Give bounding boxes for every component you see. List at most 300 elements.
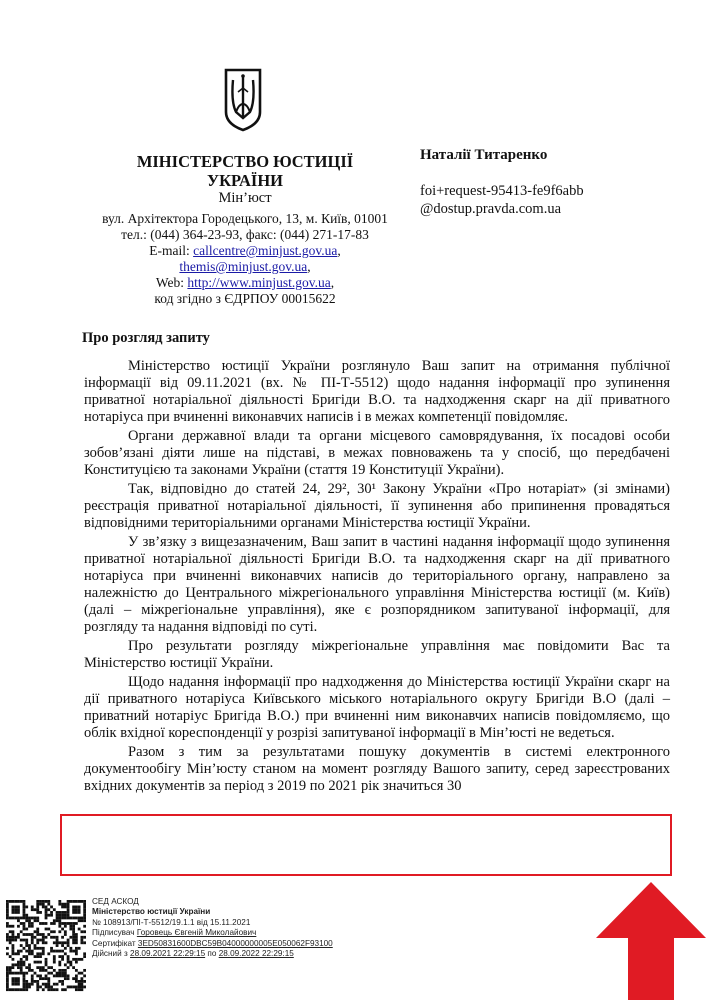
stamp-valid-from: 28.09.2021 22:29:15 bbox=[130, 949, 206, 959]
qr-module bbox=[36, 986, 39, 989]
qr-module bbox=[6, 988, 9, 991]
qr-module bbox=[36, 917, 39, 920]
qr-module bbox=[83, 936, 86, 939]
qr-module bbox=[12, 958, 15, 961]
qr-module bbox=[23, 939, 26, 942]
qr-module bbox=[67, 958, 70, 961]
qr-module bbox=[6, 903, 9, 906]
qr-module bbox=[83, 919, 86, 922]
qr-module bbox=[20, 966, 23, 969]
qr-module bbox=[23, 928, 26, 931]
signature-stamp bbox=[92, 897, 422, 959]
qr-module bbox=[9, 936, 12, 939]
qr-module bbox=[53, 941, 56, 944]
qr-module bbox=[12, 936, 15, 939]
qr-module bbox=[17, 983, 20, 986]
qr-module bbox=[36, 947, 39, 950]
qr-module bbox=[69, 936, 72, 939]
qr-module bbox=[31, 917, 34, 920]
qr-module bbox=[64, 914, 67, 917]
qr-module bbox=[39, 952, 42, 955]
qr-module bbox=[45, 969, 48, 972]
qr-module bbox=[53, 908, 56, 911]
qr-module bbox=[12, 933, 15, 936]
qr-module bbox=[58, 955, 61, 958]
qr-module bbox=[12, 930, 15, 933]
qr-module bbox=[58, 969, 61, 972]
qr-module bbox=[6, 900, 9, 903]
qr-module bbox=[6, 972, 9, 975]
qr-module bbox=[39, 955, 42, 958]
body-paragraph-4: У зв’язку з вищезазначеним, Ваш запит в частині надання інформації щодо зупинення приватної нотаріальної діяльності Бригіди В.О. та надходження скарг на дії приватного нотаріуса при вчиненні виконавчих написів до територіального органу, направлено за належністю до Центрального міжрегіонального управління Міністерства юстиції (м. Київ) (далі – міжрегіональне управління), яке є розпорядником запитуваної інформації, для розгляду та надання відповіді по суті. bbox=[84, 534, 670, 635]
qr-module bbox=[23, 972, 26, 975]
qr-module bbox=[14, 952, 17, 955]
qr-module bbox=[47, 988, 50, 991]
qr-module bbox=[50, 947, 53, 950]
qr-module bbox=[6, 914, 9, 917]
qr-module bbox=[58, 900, 61, 903]
qr-module bbox=[23, 961, 26, 964]
qr-module bbox=[45, 914, 48, 917]
ministry-email-line: E-mail: callcentre@minjust.gov.ua, bbox=[149, 243, 341, 258]
ministry-email-line2: themis@minjust.gov.ua, bbox=[179, 259, 311, 274]
body-paragraph-5: Про результати розгляду міжрегіональне управління має повідомити Вас та Міністерство юстиції України. bbox=[84, 638, 670, 671]
qr-module bbox=[36, 919, 39, 922]
qr-module bbox=[25, 906, 28, 909]
qr-module bbox=[67, 908, 70, 911]
qr-module bbox=[64, 917, 67, 920]
qr-module bbox=[64, 930, 67, 933]
qr-module bbox=[56, 917, 59, 920]
qr-module bbox=[42, 936, 45, 939]
qr-module bbox=[28, 983, 31, 986]
qr-module bbox=[72, 917, 75, 920]
qr-module bbox=[12, 939, 15, 942]
qr-module bbox=[50, 972, 53, 975]
qr-module bbox=[80, 958, 83, 961]
qr-module bbox=[12, 944, 15, 947]
qr-module bbox=[20, 930, 23, 933]
ministry-web-line: Web: http://www.minjust.gov.ua, bbox=[155, 275, 335, 290]
qr-module bbox=[6, 977, 9, 980]
qr-module bbox=[61, 906, 64, 909]
qr-module bbox=[42, 947, 45, 950]
qr-module bbox=[17, 963, 20, 966]
qr-module bbox=[6, 966, 9, 969]
qr-module bbox=[45, 928, 48, 931]
qr-module bbox=[83, 906, 86, 909]
qr-module bbox=[61, 903, 64, 906]
qr-module bbox=[36, 974, 39, 977]
qr-module bbox=[45, 906, 48, 909]
qr-module bbox=[78, 972, 81, 975]
qr-module bbox=[25, 983, 28, 986]
qr-module bbox=[61, 922, 64, 925]
qr-module bbox=[78, 947, 81, 950]
qr-module bbox=[64, 988, 67, 991]
qr-module bbox=[75, 939, 78, 942]
qr-module bbox=[53, 958, 56, 961]
qr-module bbox=[47, 952, 50, 955]
qr-module bbox=[56, 939, 59, 942]
qr-module bbox=[14, 917, 17, 920]
qr-module bbox=[42, 952, 45, 955]
qr-module bbox=[20, 972, 23, 975]
letter-body bbox=[84, 358, 670, 797]
qr-module bbox=[31, 977, 34, 980]
qr-module bbox=[75, 988, 78, 991]
qr-module bbox=[45, 958, 48, 961]
qr-module bbox=[58, 972, 61, 975]
qr-module bbox=[39, 969, 42, 972]
qr-module bbox=[83, 941, 86, 944]
qr-module bbox=[17, 917, 20, 920]
qr-module bbox=[64, 947, 67, 950]
qr-module bbox=[47, 972, 50, 975]
qr-module bbox=[36, 988, 39, 991]
body-paragraph-1: Міністерство юстиції України розглянуло Ваш запит на отримання публічної інформації від 09.11.2021 (вх. № ПІ-Т-5512) щодо надання інформації про зупинення приватної нотаріальної діяльності Бригіди В.О. та надходження скарг на дії приватного нотаріуса при вчиненні виконавчих написів і в межах компетенції повідомляє. bbox=[84, 358, 670, 425]
qr-module bbox=[56, 911, 59, 914]
qr-module bbox=[9, 955, 12, 958]
qr-module bbox=[75, 911, 78, 914]
qr-module bbox=[83, 925, 86, 928]
qr-module bbox=[31, 922, 34, 925]
qr-module bbox=[42, 983, 45, 986]
qr-module bbox=[25, 944, 28, 947]
email-prefix: E-mail: bbox=[149, 243, 194, 258]
qr-module bbox=[31, 983, 34, 986]
qr-module bbox=[31, 969, 34, 972]
qr-module bbox=[75, 980, 78, 983]
qr-module bbox=[83, 914, 86, 917]
qr-module bbox=[67, 903, 70, 906]
qr-module bbox=[34, 961, 37, 964]
qr-module bbox=[36, 955, 39, 958]
qr-module bbox=[61, 941, 64, 944]
qr-module bbox=[64, 925, 67, 928]
qr-module bbox=[17, 988, 20, 991]
qr-module bbox=[23, 977, 26, 980]
qr-module bbox=[50, 988, 53, 991]
qr-module bbox=[61, 914, 64, 917]
qr-module bbox=[83, 969, 86, 972]
qr-module bbox=[6, 933, 9, 936]
qr-module bbox=[47, 903, 50, 906]
qr-module bbox=[28, 950, 31, 953]
qr-module bbox=[12, 900, 15, 903]
qr-module bbox=[39, 974, 42, 977]
qr-module bbox=[20, 988, 23, 991]
qr-module bbox=[6, 939, 9, 942]
stamp-cert-line bbox=[92, 939, 422, 949]
qr-module bbox=[58, 950, 61, 953]
qr-module bbox=[9, 930, 12, 933]
qr-module bbox=[34, 980, 37, 983]
qr-module bbox=[31, 952, 34, 955]
qr-module bbox=[58, 914, 61, 917]
qr-module bbox=[23, 906, 26, 909]
qr-module bbox=[23, 955, 26, 958]
qr-module bbox=[47, 928, 50, 931]
qr-module bbox=[64, 972, 67, 975]
qr-module bbox=[6, 922, 9, 925]
stamp-valid-to: 28.09.2022 22:29:15 bbox=[218, 949, 294, 959]
body-paragraph-7: Разом з тим за результатами пошуку документів в системі електронного документообігу Мін’юсту станом на момент розгляду Вашого запиту, серед зареєстрованих вхідних документів за період з 2019 по 2021 рік значиться 30 bbox=[84, 744, 670, 794]
qr-module bbox=[17, 900, 20, 903]
qr-module bbox=[25, 980, 28, 983]
qr-module bbox=[61, 958, 64, 961]
qr-module bbox=[83, 980, 86, 983]
qr-module bbox=[53, 974, 56, 977]
qr-module bbox=[50, 966, 53, 969]
qr-module bbox=[56, 983, 59, 986]
qr-module bbox=[61, 988, 64, 991]
qr-module bbox=[14, 908, 17, 911]
qr-module bbox=[50, 911, 53, 914]
addressee-email-line2: @dostup.pravda.com.ua bbox=[420, 201, 561, 217]
stamp-valid-line bbox=[92, 949, 422, 959]
qr-module bbox=[9, 969, 12, 972]
qr-module bbox=[25, 950, 28, 953]
qr-module bbox=[50, 950, 53, 953]
qr-module bbox=[50, 914, 53, 917]
qr-module bbox=[25, 988, 28, 991]
qr-module bbox=[67, 944, 70, 947]
qr-module bbox=[25, 939, 28, 942]
qr-module bbox=[39, 933, 42, 936]
stamp-cert: 3ED50831600DBC59B04000000005E050062F93100 bbox=[137, 938, 333, 948]
qr-module bbox=[14, 900, 17, 903]
qr-module bbox=[75, 936, 78, 939]
qr-module bbox=[47, 983, 50, 986]
qr-module bbox=[42, 906, 45, 909]
qr-module bbox=[31, 933, 34, 936]
qr-module bbox=[17, 980, 20, 983]
qr-module bbox=[20, 939, 23, 942]
qr-module bbox=[69, 961, 72, 964]
qr-module bbox=[56, 972, 59, 975]
qr-module bbox=[64, 963, 67, 966]
qr-module bbox=[42, 950, 45, 953]
qr-module bbox=[58, 941, 61, 944]
qr-module bbox=[67, 914, 70, 917]
qr-module bbox=[56, 919, 59, 922]
qr-module bbox=[36, 961, 39, 964]
qr-module bbox=[39, 900, 42, 903]
qr-module bbox=[47, 900, 50, 903]
qr-module bbox=[72, 908, 75, 911]
qr-module bbox=[6, 936, 9, 939]
qr-module bbox=[47, 933, 50, 936]
qr-module bbox=[23, 986, 26, 989]
qr-module bbox=[28, 922, 31, 925]
qr-module bbox=[42, 966, 45, 969]
stamp-doc-number: № 108913/ПІ-Т-5512/19.1.1 від 15.11.2021 bbox=[92, 917, 251, 927]
qr-module bbox=[75, 950, 78, 953]
qr-module bbox=[83, 917, 86, 920]
qr-module bbox=[69, 950, 72, 953]
qr-module bbox=[69, 986, 72, 989]
qr-module bbox=[80, 900, 83, 903]
qr-module bbox=[61, 955, 64, 958]
qr-module bbox=[12, 966, 15, 969]
qr-module bbox=[12, 988, 15, 991]
qr-module bbox=[83, 955, 86, 958]
qr-module bbox=[42, 969, 45, 972]
qr-module bbox=[34, 936, 37, 939]
qr-module bbox=[12, 983, 15, 986]
qr-module bbox=[78, 917, 81, 920]
qr-module bbox=[53, 969, 56, 972]
qr-module bbox=[80, 986, 83, 989]
qr-module bbox=[53, 936, 56, 939]
qr-module bbox=[67, 955, 70, 958]
qr-module bbox=[14, 972, 17, 975]
qr-module bbox=[17, 950, 20, 953]
qr-module bbox=[61, 944, 64, 947]
qr-module bbox=[20, 961, 23, 964]
qr-module bbox=[75, 986, 78, 989]
qr-module bbox=[42, 988, 45, 991]
qr-module bbox=[28, 986, 31, 989]
qr-module bbox=[23, 903, 26, 906]
addressee-block bbox=[420, 146, 700, 218]
web-prefix: Web: bbox=[155, 275, 188, 290]
qr-module bbox=[42, 977, 45, 980]
ministry-name-line2: УКРАЇНИ bbox=[206, 171, 284, 190]
web-link[interactable]: http://www.minjust.gov.ua bbox=[187, 275, 331, 290]
qr-module bbox=[67, 961, 70, 964]
qr-module bbox=[78, 928, 81, 931]
qr-module bbox=[67, 900, 70, 903]
qr-module bbox=[23, 974, 26, 977]
qr-module bbox=[34, 944, 37, 947]
qr-module bbox=[9, 925, 12, 928]
qr-module bbox=[72, 950, 75, 953]
qr-module bbox=[34, 919, 37, 922]
qr-module bbox=[14, 983, 17, 986]
qr-module bbox=[75, 917, 78, 920]
qr-module bbox=[42, 939, 45, 942]
qr-module bbox=[12, 925, 15, 928]
qr-module bbox=[6, 911, 9, 914]
qr-module bbox=[39, 939, 42, 942]
email-link-themis[interactable]: themis@minjust.gov.ua bbox=[179, 259, 308, 274]
qr-module bbox=[56, 944, 59, 947]
qr-module bbox=[45, 983, 48, 986]
qr-module bbox=[12, 977, 15, 980]
qr-module bbox=[20, 922, 23, 925]
qr-module bbox=[45, 922, 48, 925]
qr-module bbox=[6, 974, 9, 977]
qr-module bbox=[50, 986, 53, 989]
qr-module bbox=[58, 911, 61, 914]
red-arrow-up-icon bbox=[594, 880, 708, 1000]
qr-module bbox=[58, 961, 61, 964]
qr-module bbox=[14, 906, 17, 909]
qr-module bbox=[20, 963, 23, 966]
qr-module bbox=[61, 974, 64, 977]
qr-module bbox=[28, 925, 31, 928]
qr-module bbox=[9, 939, 12, 942]
qr-module bbox=[17, 908, 20, 911]
qr-module bbox=[14, 963, 17, 966]
qr-module bbox=[23, 914, 26, 917]
qr-module bbox=[20, 917, 23, 920]
qr-module bbox=[58, 903, 61, 906]
qr-module bbox=[34, 947, 37, 950]
qr-module bbox=[28, 933, 31, 936]
qr-module bbox=[72, 986, 75, 989]
qr-module bbox=[64, 974, 67, 977]
email-link-callcentre[interactable]: callcentre@minjust.gov.ua bbox=[193, 243, 338, 258]
letter-subject: Про розгляд запиту bbox=[82, 330, 210, 346]
qr-module bbox=[80, 983, 83, 986]
qr-module bbox=[23, 917, 26, 920]
qr-module bbox=[31, 941, 34, 944]
highlight-frame bbox=[60, 814, 672, 876]
coat-of-arms-icon bbox=[222, 68, 264, 132]
qr-module bbox=[34, 930, 37, 933]
qr-module bbox=[28, 944, 31, 947]
qr-module bbox=[34, 908, 37, 911]
qr-module bbox=[78, 958, 81, 961]
qr-module bbox=[25, 972, 28, 975]
qr-module bbox=[53, 930, 56, 933]
qr-module bbox=[42, 933, 45, 936]
qr-module bbox=[67, 941, 70, 944]
qr-module bbox=[75, 974, 78, 977]
qr-module bbox=[39, 922, 42, 925]
body-paragraph-2: Органи державної влади та органи місцевого самоврядування, їх посадові особи зобов’язані діяти лише на підставі, в межах повноважень та у спосіб, що передбачені Конституцією та законами України (стаття 19 Конституції України). bbox=[84, 428, 670, 478]
qr-module bbox=[72, 922, 75, 925]
qr-module bbox=[12, 952, 15, 955]
stamp-system: СЕД АСКОД bbox=[92, 897, 139, 906]
qr-module bbox=[72, 930, 75, 933]
qr-module bbox=[47, 966, 50, 969]
addressee-email-line1: foi+request-95413-fe9f6abb bbox=[420, 183, 584, 199]
qr-module bbox=[53, 922, 56, 925]
qr-module bbox=[72, 977, 75, 980]
qr-module bbox=[64, 977, 67, 980]
qr-module bbox=[75, 908, 78, 911]
qr-module bbox=[72, 928, 75, 931]
qr-module bbox=[31, 980, 34, 983]
qr-module bbox=[23, 980, 26, 983]
qr-module bbox=[25, 914, 28, 917]
qr-module bbox=[28, 969, 31, 972]
qr-module bbox=[80, 936, 83, 939]
qr-module bbox=[69, 925, 72, 928]
qr-module bbox=[17, 933, 20, 936]
qr-module bbox=[6, 980, 9, 983]
qr-module bbox=[53, 988, 56, 991]
qr-module bbox=[28, 952, 31, 955]
qr-module bbox=[58, 980, 61, 983]
qr-module bbox=[39, 911, 42, 914]
qr-module bbox=[20, 969, 23, 972]
qr-module bbox=[80, 939, 83, 942]
ministry-edrpou: код згідно з ЄДРПОУ 00015622 bbox=[154, 291, 336, 306]
qr-module bbox=[64, 922, 67, 925]
qr-module bbox=[39, 961, 42, 964]
qr-module bbox=[9, 917, 12, 920]
qr-module bbox=[42, 922, 45, 925]
qr-module bbox=[80, 977, 83, 980]
qr-module bbox=[61, 950, 64, 953]
qr-module bbox=[6, 947, 9, 950]
qr-module bbox=[45, 911, 48, 914]
